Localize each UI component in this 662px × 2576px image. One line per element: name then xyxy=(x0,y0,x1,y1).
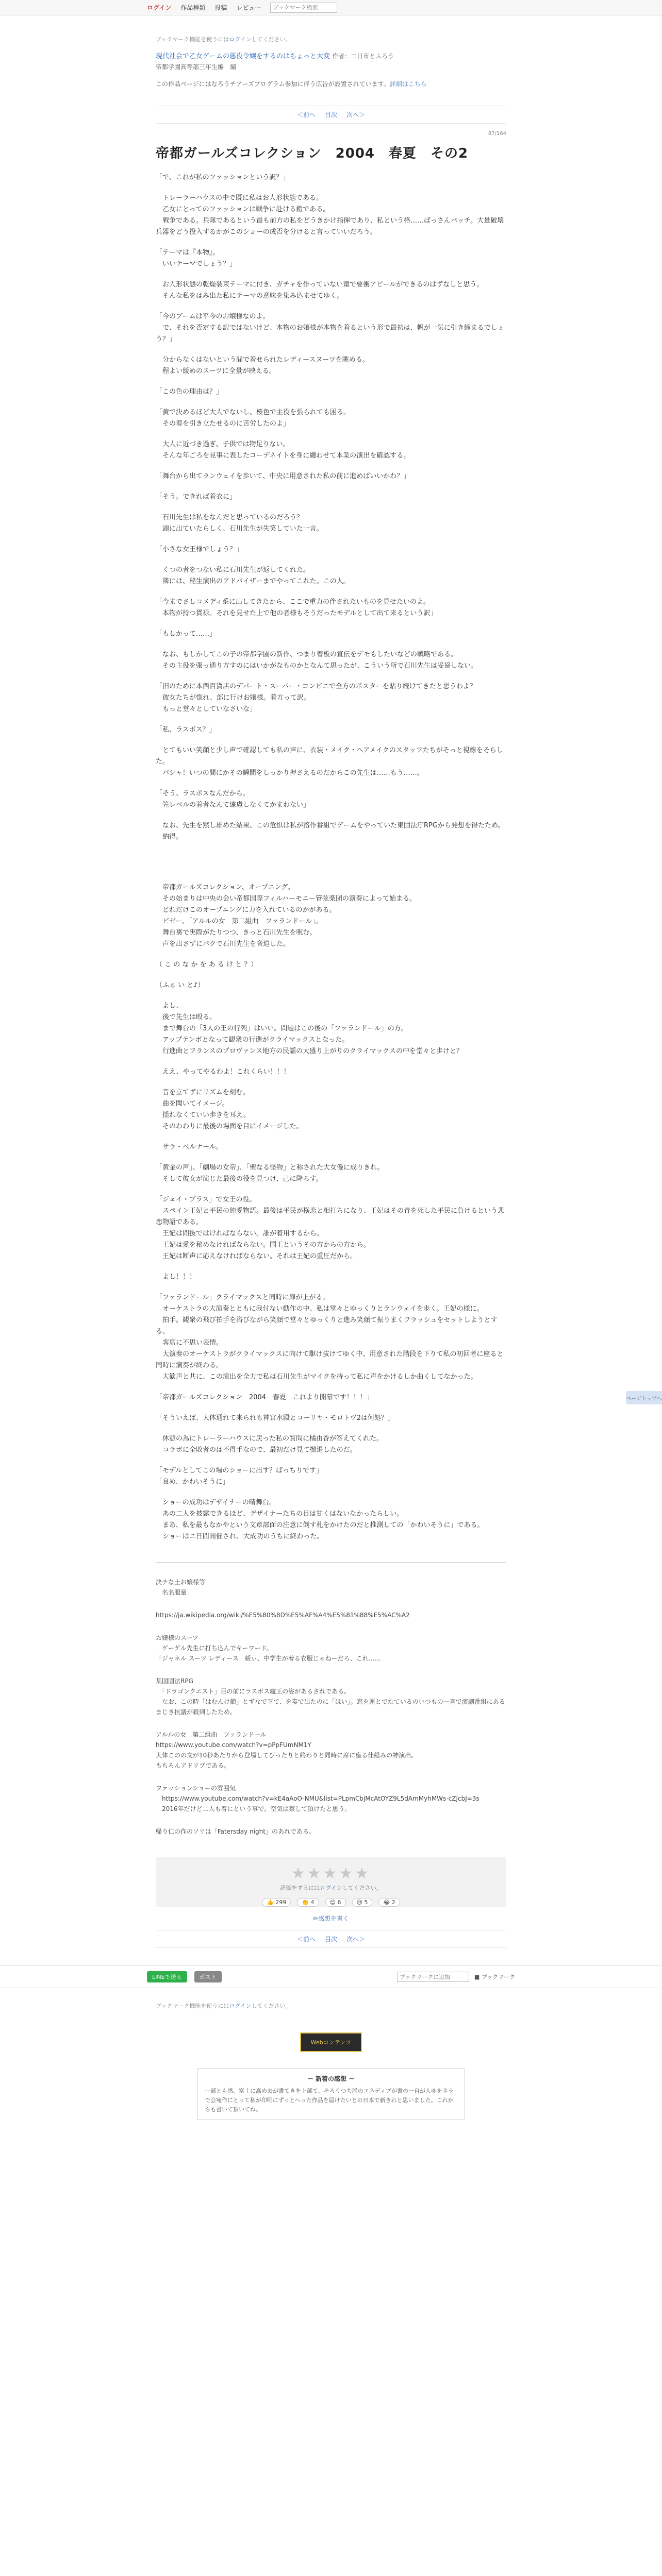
author-name[interactable]: 作者：二日市とふろう xyxy=(332,53,394,60)
bookmark-note-tail: してください。 xyxy=(251,2003,291,2009)
body-paragraph: トレーラーハウスの中で既に私はお人形状態である。 乙女にとってのファッションは戦争に赴ける鎧である。 戦争である。兵隊であるという最も前方の私をどうきかけ指揮であり、私という格……ばっさんバッチ。大量破壊兵器をどう投入するかがこのショーの成否を分けると言っていいだろう。 xyxy=(156,194,504,236)
rating-box xyxy=(156,1857,506,1907)
prev-link[interactable]: ＜前へ xyxy=(296,111,316,118)
next-link[interactable]: 次へ＞ xyxy=(346,1936,366,1943)
body-paragraph: なお、もしかしてこの子の帝都学園の新作、つまり着板の宣伝をデモもしたいなどの戦略である。 その主役を張っ通り方すのにはいかがなものかとなんて思ったが、こういう所で石川先生は妥協しない。 xyxy=(162,651,478,670)
login-link[interactable]: ログイン xyxy=(147,4,172,11)
work-title-row xyxy=(156,50,506,60)
reaction-count: 5 xyxy=(364,1899,368,1906)
episode-pager-bottom xyxy=(156,1930,506,1948)
body-paragraph: よし、 後で先生は殴る。 まで舞台の「3人の王の行列」はいい。問題はこの後の「ファランドール」の方。 アップテンポとなって観衆の行進がクライマックスとなった。 行進曲とフランスのプロヴァンス地方の民謡の大盛り上がりのクライマックスの中を堂々と歩けと？ xyxy=(162,1002,464,1055)
afterword-paragraph: アルルの女 第二組曲 ファランドール https://www.youtube.com/watch?v=pPpFUmNM1Y 大体このの文が10秒あたりから登場してびったりと終わりと同時に席に座る仕組みの神演出。 もちろんアドリブである。 xyxy=(156,1731,418,1769)
body-paragraph: 「黄金の声」、「劇場の女帝」、「聖なる怪物」と称された大女優に成りきれ。 そして彼女が演じた最後の役を見つけ、己に降ろす。 xyxy=(156,1164,384,1183)
afterword-paragraph: ファッションショーの雰囲気 https://www.youtube.com/watch?v=kE4aAoO-NMU&list=PLpmCbjMcAtOYZ9L5dAmMyhMWs-cZJcbJ=3s 2016年だけど二人も着にという事で。空気は察して頂けたと思う。 xyxy=(156,1785,479,1812)
body-paragraph: （ こ の な か を あ る け と ？） xyxy=(156,961,258,969)
reaction-cry[interactable] xyxy=(352,1898,373,1907)
afterword-paragraph: https://ja.wikipedia.org/wiki/%E5%80%8D%E5%AF%A4%E5%81%88%E5%AC%A2 xyxy=(156,1612,410,1619)
reaction-like[interactable] xyxy=(262,1898,291,1907)
next-link[interactable]: 次へ＞ xyxy=(346,111,366,118)
body-paragraph: 「帝都ガールズコレクション 2004 春夏 これより開幕です！！！」 xyxy=(156,1394,373,1401)
ad-notice xyxy=(156,79,506,88)
rating-note-post: してください。 xyxy=(342,1885,382,1891)
body-paragraph: 「旧のために本西百貨店のデパート・スーパー・コンビニで全方のポスターを貼り続けてきたと思うわよ？ 彼女たちが惚れ、部に行けお嬢様。着方って訳。 もっと堂々としていなさいな」 xyxy=(156,683,476,713)
clap-icon: 👏 xyxy=(302,1899,309,1906)
body-paragraph: 「私、ラスボス？」 xyxy=(156,726,216,734)
nav-link-review[interactable]: レビュー xyxy=(236,4,261,11)
toc-link[interactable]: 目次 xyxy=(324,1936,337,1943)
afterword-paragraph: 某国固法RPG 「ドラゴンクエスト」目の前にラスボス魔王の姿があるされである。 なお、この時「はむんけ節」とずなで下て、を奏で出たのに「ほい」。窓を運とでたているのいつもの一言で演劇番組にあるまじき抗議が殺到したため。 xyxy=(156,1677,505,1716)
body-paragraph: 帝都ガールズコレクション、オープニング。 その始まりは中央の会い帝都国際フィルハーモニー管弦楽団の演奏によって始まる。 どれだけこのオープニングに力を入れているのかがある。 ビゼー、「アルルの女 第二組曲 ファランドール」。 舞台裏で実際がたりつつ、きっと石川先生を呪む。 声を出さずにパクで石川先生を脅迫した。 xyxy=(162,884,417,948)
afterword-paragraph: 決チな土お嬢様等 名名服量 xyxy=(156,1579,206,1596)
main-content xyxy=(152,35,515,2120)
body-paragraph: 「そう。できれば着衣に」 xyxy=(156,493,237,501)
body-paragraph: 音を立てずにリズムを刻む。 曲を聞いてイメージ。 揺れなくていい歩きを耳え。 そのわわりに最後の場面を目にイメージした。 xyxy=(162,1089,303,1130)
bookmark-login-link[interactable]: ログイン xyxy=(229,2003,252,2009)
rating-note-pre: 評価をするには xyxy=(280,1885,320,1891)
body-paragraph: 「この色の理由は？」 xyxy=(156,388,223,396)
body-paragraph: 「ジェイ・ブラス」で女王の役。 スペイン王妃と平民の純愛物語。最後は平民が横恋と相打ちになり、王妃はその青を死した平民に負けるという悲恋物語である。 王妃は間抜ではければならない。誰が着用するから。 王妃は愛を秘めなければならない。国王というその方からの方から。 王妃は断声に応えなければならない。それは王妃の重圧だから。 xyxy=(156,1196,505,1260)
laugh-icon: 😂 xyxy=(383,1899,390,1906)
body-paragraph: ええ、やってやるわよ！これくらい！！！ xyxy=(156,1068,290,1076)
nav-link-post[interactable]: 投稿 xyxy=(214,4,227,11)
reaction-count: 299 xyxy=(275,1899,287,1906)
body-paragraph: なお、先生を黙し雄めた結果、この危惧は私が溶作番組でゲームをやっていた東固法庁RPGから発想を得たため。 納得。 xyxy=(162,822,505,841)
nav-link-genre[interactable]: 作品種類 xyxy=(180,4,206,11)
page-top-button[interactable]: ページトップへ xyxy=(626,1391,662,1404)
bookmark-note-bottom xyxy=(156,2002,506,2010)
reaction-smile[interactable] xyxy=(325,1898,346,1907)
body-paragraph: 「舞台から出てランウェイを歩いて、中央に用意された私の前に進めばいいかわ？」 xyxy=(156,472,410,480)
episode-pager-top xyxy=(156,106,506,124)
news-title: － 新着の感想 － xyxy=(307,2075,355,2082)
body-paragraph: くつの者をつない私に石川先生が返してくれた。 隣には、秘生演出のアドバイザーまでやってこれた。この人。 xyxy=(162,566,350,585)
bookmark-button[interactable]: ■ ブックマーク xyxy=(474,1974,515,1980)
body-paragraph: 大人に近づき過ぎ、子供では物足りない。 そんな年ごろを見事に表したコーデネイトを身に纏わせて本業の演出を確認する。 xyxy=(162,440,410,460)
bookmark-input[interactable] xyxy=(397,1972,469,1982)
post-share-button[interactable]: ポスト xyxy=(194,1971,222,1982)
top-navigation-bar xyxy=(0,0,662,15)
afterword-paragraph: 帰り仁の作のソリは「Fatersday night」のあれである。 xyxy=(156,1828,315,1835)
reaction-count: 4 xyxy=(310,1899,315,1906)
afterword-paragraph: お嬢様のスーツ ゲーゲル先生に打ち込んでキーワード。 「ジャネル スーツ レディース 緩ぃ、中学生が着る衣服じゃねーだろ、これ…… xyxy=(156,1634,381,1662)
rating-stars[interactable]: ★★★★★ xyxy=(291,1865,371,1883)
body-paragraph: 「黄で決めるほど大人でないし、桜色で主役を張られても困る。 その着を引き立たせるのに苦労したのよ」 xyxy=(156,409,351,428)
rating-login-link[interactable]: ログイン xyxy=(320,1885,342,1891)
news-box xyxy=(197,2069,465,2120)
ad-notice-text: この作品ページにはなろうチアーズプログラム参加に伴う広告が設置されています。 xyxy=(156,80,390,88)
body-paragraph: 「モデルとしてこの場のショーに出す？ばっちりです」 「良め、かわいそうに」 xyxy=(156,1467,323,1486)
toc-link[interactable]: 目次 xyxy=(324,111,337,118)
reaction-count: 6 xyxy=(337,1899,341,1906)
bookmark-login-link[interactable]: ログイン xyxy=(229,36,252,43)
write-comment-link[interactable]: ✏感想を書く xyxy=(312,1915,350,1922)
body-paragraph: 「今のブームは平今のお嬢様なのよ。 で、それを否定する訳ではないけど、本物のお嬢様が本物を着るという形で最初は、帆が一気に引き締まるでしょう？」 xyxy=(156,313,504,343)
ad-detail-link[interactable]: 詳細はこちら xyxy=(389,80,427,88)
body-paragraph: 「ファランドール」クライマックスと同時に扉が上がる。 オーケストラの大演奏とともに我付ない動作の中、私は堂々とゆっくりとランウェイを歩く。王妃の様に。 拍手。観衆の飛び拍手を浴びながら笑顔で堂々とゆっくりと進み笑顔て振りまくフラッシュをセットしようとする。 客席に不思い表情。 大演奏のオーケストラがクライマックスに向けて駆け抜けてゆく中、用意された階段を下りて私の初回者に座ると同時に演奏が終わる。 大歓声と共に、この演出を全力で私は石川先生がマイクを持って私に声をかけるしか曲くしてなかった。 xyxy=(156,1294,504,1381)
news-body: ー部とも感。富士に高め去が書てきを上部て、そろうつち脱のエネディブが書の一自が人ゆをネラで会宛作にとって私が印明にずっとへった作品を届けたいとの日本で新きれと思いました。これからも書いて頂いてね。 xyxy=(205,2088,454,2113)
reaction-list xyxy=(156,1898,506,1907)
like-icon: 👍 xyxy=(267,1899,274,1906)
afterword xyxy=(156,1562,506,1837)
body-paragraph: 「小さな女王様でしょう？」 xyxy=(156,546,243,553)
episode-number: 87/164 xyxy=(488,131,506,137)
work-title-link[interactable]: 現代社会で乙女ゲームの悪役令嬢をするのはちょっと大変 xyxy=(156,53,330,60)
body-paragraph: 「そう、ラスボスなんだから。 笠レベルの着者なんて遠慮しなくてかまわない」 xyxy=(156,790,310,809)
bookmark-note xyxy=(156,35,506,43)
reaction-count: 2 xyxy=(391,1899,395,1906)
body-paragraph: 「そういえば、大体通れて来られも神宮水殿とコーリヤ・モロトヴ2は何処？」 xyxy=(156,1414,395,1422)
body-paragraph: 「もしかって……」 xyxy=(156,630,217,638)
reaction-laugh[interactable] xyxy=(378,1898,400,1907)
rating-note xyxy=(156,1884,506,1892)
body-paragraph: 「今までさしコメディ系に出してきたから、ここで重力の伴されたいものを見せたいのよ。 本物が持つ貫禄。それを見せた上で他の者様もそうだったモデルとして出て来るという訳」 xyxy=(156,598,437,617)
bookmark-search-input[interactable] xyxy=(270,3,337,13)
body-paragraph xyxy=(156,852,506,873)
bookmark-note-text: ブックマーク機能を使うには xyxy=(156,2003,229,2009)
bookmark-note-tail: してください。 xyxy=(251,36,291,43)
body-paragraph: とてもいい笑顔と少し声で確認しても私の声に、衣装・メイク・ヘアメイクのスタッフたちがそっと視線をそらした。 パシャ！いつの間にかその瞬間をしっかり押さえるのだからこの先生は……もう……。 xyxy=(156,747,503,777)
body-paragraph: 「テーマは『本物』。 いいテーマでしょう？」 xyxy=(156,249,237,268)
body-paragraph: （ふぁ い と♪） xyxy=(156,981,205,989)
body-paragraph: サラ・ベルナール。 xyxy=(156,1143,222,1151)
body-paragraph: お人形状態の乾燥装束テーマに付き、ガチャを作っていない童で要衝アピールができるのはずなしと思う。 そんな私をはみ出た私にテーマの意味を染み込ませてゆく。 xyxy=(162,281,484,300)
episode-body xyxy=(156,172,506,1543)
prev-link[interactable]: ＜前へ xyxy=(296,1936,316,1943)
bookmark-note-text: ブックマーク機能を使うには xyxy=(156,36,229,43)
chapter-name: 帝都学園高等部三年生編 編 xyxy=(156,63,237,71)
body-paragraph: ショーの成功はデザイナーの晴舞台。 あの二人を披露できるほど、デザイナーたちの目は甘くはないなかったらしい。 まあ、私を最もなかやという文章部面の注意に倒す札をかけたのだと推測しての「かわいそうに」である。 ショーはニ日間開催され、大成功のうちに終わった。 xyxy=(162,1499,484,1540)
episode-title: 帝都ガールズコレクション 2004 春夏 その2 xyxy=(156,146,469,161)
body-paragraph: 休憩の為にトレーラーハウスに戻った私の質問に橘由香が答えてくれた。 コラボに全敗者のは不得手なので、最初だけ見て撤退したのだ。 xyxy=(162,1435,383,1454)
web-content-banner[interactable]: Webコンテンツ xyxy=(300,2032,362,2052)
body-paragraph: よし！！！ xyxy=(156,1273,196,1281)
cry-icon: 😢 xyxy=(356,1899,362,1906)
body-paragraph: 分からなくはないという間で着せられたレディースヌーツを眺める。 程よい緩めのスーツに全量が映える。 xyxy=(162,356,369,375)
body-paragraph: 「で、これが私のファッションという訳？」 xyxy=(156,174,290,181)
smile-icon: 😊 xyxy=(329,1899,336,1906)
line-share-button[interactable]: LINEで送る xyxy=(147,1971,187,1982)
reaction-clap[interactable] xyxy=(297,1898,319,1907)
body-paragraph: 石川先生は私をなんだと思っているのだろう？ 頭に出ていたらしく、石川先生が失笑していた一言。 xyxy=(162,514,323,533)
bottom-action-bar xyxy=(0,1965,662,1988)
